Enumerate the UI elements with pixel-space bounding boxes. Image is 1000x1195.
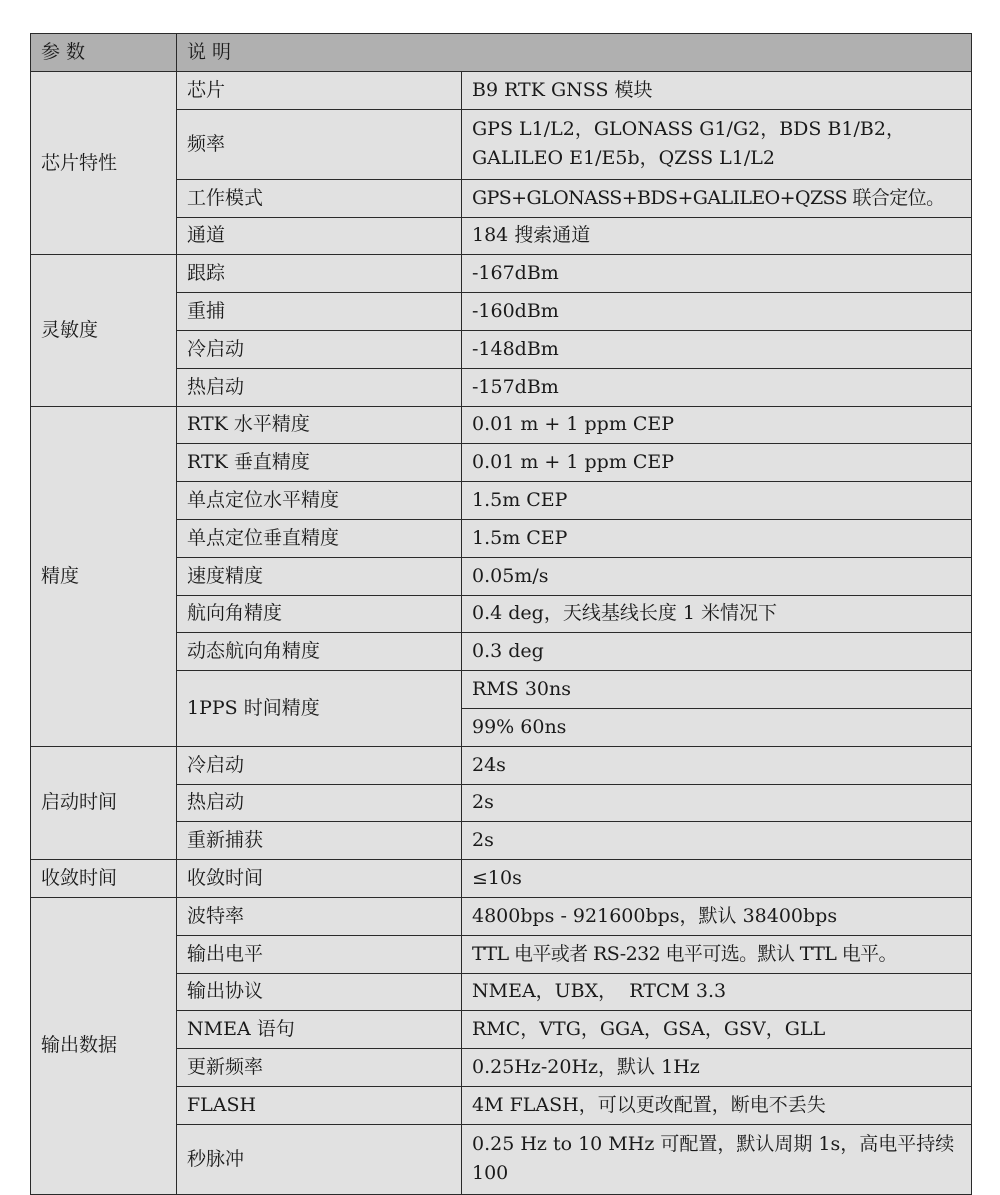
value-cell: 0.01 m + 1 ppm CEP (462, 406, 972, 444)
value-cell: 2s (462, 784, 972, 822)
param-cell: 单点定位水平精度 (177, 482, 462, 520)
table-row (31, 860, 972, 898)
value-cell: 1.5m CEP (462, 519, 972, 557)
table-row (31, 255, 972, 293)
value-cell: 2s (462, 822, 972, 860)
value-cell: -157dBm (462, 368, 972, 406)
value-cell: 0.3 deg (462, 633, 972, 671)
spec-table (30, 33, 972, 1195)
value-cell: -167dBm (462, 255, 972, 293)
value-cell: 1.5m CEP (462, 482, 972, 520)
value-cell: 0.25Hz-20Hz，默认 1Hz (462, 1049, 972, 1087)
param-cell: 热启动 (177, 784, 462, 822)
param-cell: 热启动 (177, 368, 462, 406)
param-cell: 波特率 (177, 897, 462, 935)
value-cell: 0.25 Hz to 10 MHz 可配置，默认周期 1s，高电平持续 100 (462, 1124, 972, 1194)
param-cell: 芯片 (177, 72, 462, 110)
section-sensitivity: 灵敏度 (31, 255, 177, 406)
param-cell: 冷启动 (177, 330, 462, 368)
section-accuracy: 精度 (31, 406, 177, 746)
table-row (31, 406, 972, 444)
value-cell: RMS 30ns (462, 671, 972, 709)
value-cell: 4M FLASH，可以更改配置，断电不丢失 (462, 1086, 972, 1124)
param-cell: NMEA 语句 (177, 1011, 462, 1049)
param-cell: 收敛时间 (177, 860, 462, 898)
header-param: 参 数 (31, 34, 177, 72)
value-cell: GPS L1/L2，GLONASS G1/G2，BDS B1/B2，GALILEO E1/E5b，QZSS L1/L2 (462, 109, 972, 179)
param-cell: 输出协议 (177, 973, 462, 1011)
param-cell: 航向角精度 (177, 595, 462, 633)
value-cell: -148dBm (462, 330, 972, 368)
param-cell: 通道 (177, 217, 462, 255)
section-chip: 芯片特性 (31, 72, 177, 255)
value-cell: 24s (462, 746, 972, 784)
value-cell: RMC，VTG，GGA，GSA，GSV，GLL (462, 1011, 972, 1049)
value-cell: 0.01 m + 1 ppm CEP (462, 444, 972, 482)
header-row (31, 34, 972, 72)
param-cell: RTK 水平精度 (177, 406, 462, 444)
param-cell: 输出电平 (177, 935, 462, 973)
param-cell: 单点定位垂直精度 (177, 519, 462, 557)
table-row (31, 746, 972, 784)
value-cell: ≤10s (462, 860, 972, 898)
param-cell: 频率 (177, 109, 462, 179)
value-cell: 99% 60ns (462, 708, 972, 746)
param-cell: RTK 垂直精度 (177, 444, 462, 482)
param-cell: 冷启动 (177, 746, 462, 784)
value-cell: -160dBm (462, 293, 972, 331)
value-cell: 4800bps - 921600bps，默认 38400bps (462, 897, 972, 935)
value-cell: TTL 电平或者 RS-232 电平可选。默认 TTL 电平。 (462, 935, 972, 973)
value-cell: NMEA，UBX， RTCM 3.3 (462, 973, 972, 1011)
value-cell: 0.05m/s (462, 557, 972, 595)
param-cell: 更新频率 (177, 1049, 462, 1087)
value-cell: GPS+GLONASS+BDS+GALILEO+QZSS 联合定位。 (462, 179, 972, 217)
param-cell: 重捕 (177, 293, 462, 331)
value-cell: B9 RTK GNSS 模块 (462, 72, 972, 110)
value-cell: 184 搜索通道 (462, 217, 972, 255)
section-output: 输出数据 (31, 897, 177, 1194)
section-startup: 启动时间 (31, 746, 177, 859)
value-cell: 0.4 deg，天线基线长度 1 米情况下 (462, 595, 972, 633)
param-cell: 速度精度 (177, 557, 462, 595)
header-desc: 说 明 (177, 34, 972, 72)
param-cell: 动态航向角精度 (177, 633, 462, 671)
table-row (31, 72, 972, 110)
table-row (31, 897, 972, 935)
param-cell: FLASH (177, 1086, 462, 1124)
section-convergence: 收敛时间 (31, 860, 177, 898)
param-cell: 秒脉冲 (177, 1124, 462, 1194)
param-cell: 跟踪 (177, 255, 462, 293)
param-cell: 工作模式 (177, 179, 462, 217)
param-cell: 1PPS 时间精度 (177, 671, 462, 747)
param-cell: 重新捕获 (177, 822, 462, 860)
